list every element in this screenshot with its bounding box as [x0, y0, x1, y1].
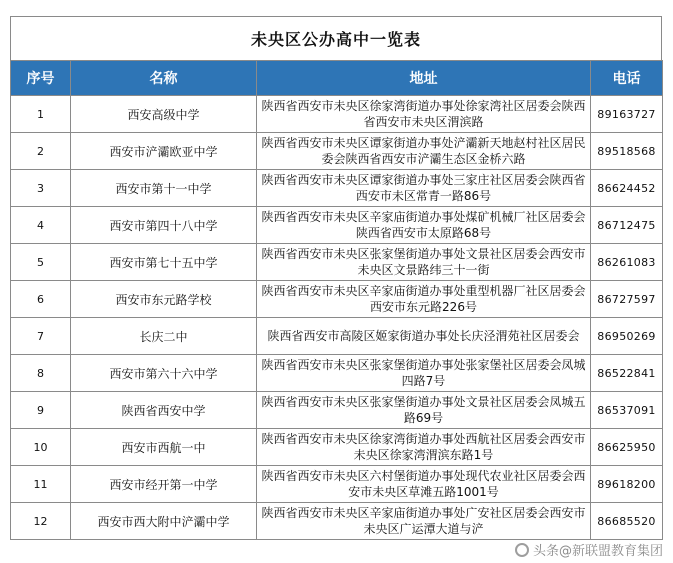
school-address: 陕西省西安市未央区谭家街道办事处三家庄社区居委会陕西省西安市未区常青一路86号: [257, 170, 591, 207]
school-name: 西安市第十一中学: [71, 170, 257, 207]
school-name: 西安市第七十五中学: [71, 244, 257, 281]
row-index: 8: [11, 355, 71, 392]
school-address: 陕西省西安市未央区张家堡街道办事处张家堡社区居委会凤城四路7号: [257, 355, 591, 392]
table-row: [11, 318, 663, 355]
header-phone: 电话: [591, 61, 663, 96]
table-row: [11, 429, 663, 466]
school-phone: 89618200: [591, 466, 663, 503]
school-address: 陕西省西安市高陵区姬家街道办事处长庆泾渭苑社区居委会: [257, 318, 591, 355]
watermark: [515, 540, 663, 559]
school-phone: 86950269: [591, 318, 663, 355]
school-address: 陕西省西安市未央区徐家湾街道办事处西航社区居委会西安市未央区徐家湾渭滨东路1号: [257, 429, 591, 466]
school-name: 西安市西大附中浐灞中学: [71, 503, 257, 540]
row-index: 1: [11, 96, 71, 133]
school-address: 陕西省西安市未央区谭家街道办事处浐灞新天地赵村社区居民委会陕西省西安市浐灞生态区金桥六路: [257, 133, 591, 170]
school-phone: 89518568: [591, 133, 663, 170]
table-row: [11, 392, 663, 429]
header-address: 地址: [257, 61, 591, 96]
school-phone: 86685520: [591, 503, 663, 540]
school-phone: 86727597: [591, 281, 663, 318]
school-name: 陕西省西安中学: [71, 392, 257, 429]
school-phone: 86261083: [591, 244, 663, 281]
school-name: 西安市第四十八中学: [71, 207, 257, 244]
school-table: [10, 60, 663, 540]
table-row: [11, 466, 663, 503]
table-row: [11, 207, 663, 244]
school-name: 西安市第六十六中学: [71, 355, 257, 392]
school-name: 西安高级中学: [71, 96, 257, 133]
school-name: 西安市浐灞欧亚中学: [71, 133, 257, 170]
row-index: 9: [11, 392, 71, 429]
school-name: 长庆二中: [71, 318, 257, 355]
school-address: 陕西省西安市未央区辛家庙街道办事处广安社区居委会西安市未央区广运潭大道与浐: [257, 503, 591, 540]
school-name: 西安市经开第一中学: [71, 466, 257, 503]
school-phone: 86537091: [591, 392, 663, 429]
watermark-text: 头条@新联盟教育集团: [532, 544, 663, 559]
header-index: 序号: [11, 61, 71, 96]
school-phone: 89163727: [591, 96, 663, 133]
school-phone: 86522841: [591, 355, 663, 392]
school-address: 陕西省西安市未央区张家堡街道办事处文景社区居委会西安市未央区文景路纬三十一街: [257, 244, 591, 281]
row-index: 2: [11, 133, 71, 170]
table-row: [11, 96, 663, 133]
school-address: 陕西省西安市未央区徐家湾街道办事处徐家湾社区居委会陕西省西安市未央区渭滨路: [257, 96, 591, 133]
row-index: 7: [11, 318, 71, 355]
row-index: 12: [11, 503, 71, 540]
school-name: 西安市东元路学校: [71, 281, 257, 318]
school-phone: 86712475: [591, 207, 663, 244]
school-table-sheet: [10, 16, 662, 540]
row-index: 10: [11, 429, 71, 466]
header-name: 名称: [71, 61, 257, 96]
table-row: [11, 355, 663, 392]
school-address: 陕西省西安市未央区辛家庙街道办事处煤矿机械厂社区居委会陕西省西安市太原路68号: [257, 207, 591, 244]
school-phone: 86624452: [591, 170, 663, 207]
table-row: [11, 503, 663, 540]
school-address: 陕西省西安市未央区六村堡街道办事处现代农业社区居委会西安市未央区草滩五路1001号: [257, 466, 591, 503]
school-address: 陕西省西安市未央区张家堡街道办事处文景社区居委会凤城五路69号: [257, 392, 591, 429]
row-index: 3: [11, 170, 71, 207]
row-index: 6: [11, 281, 71, 318]
school-name: 西安市西航一中: [71, 429, 257, 466]
row-index: 11: [11, 466, 71, 503]
table-row: [11, 170, 663, 207]
row-index: 4: [11, 207, 71, 244]
table-row: [11, 244, 663, 281]
table-row: [11, 281, 663, 318]
school-address: 陕西省西安市未央区辛家庙街道办事处重型机器厂社区居委会西安市东元路226号: [257, 281, 591, 318]
header-row: [11, 61, 663, 96]
table-row: [11, 133, 663, 170]
table-title: 未央区公办高中一览表: [10, 16, 662, 60]
watermark-logo-icon: [515, 543, 529, 557]
school-phone: 86625950: [591, 429, 663, 466]
row-index: 5: [11, 244, 71, 281]
